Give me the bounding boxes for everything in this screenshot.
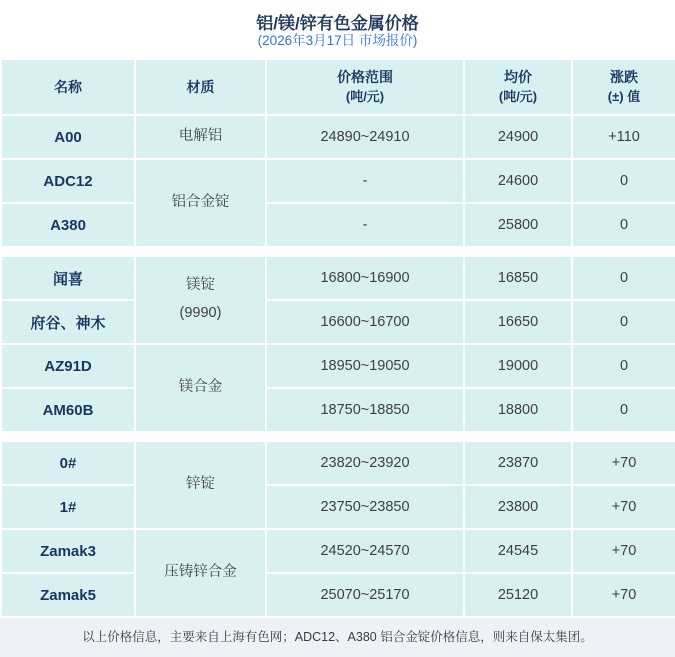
change-cell: 0 [572,344,675,388]
page-title: 铝/镁/锌有色金属价格 [256,14,419,33]
change-cell: 0 [572,203,675,247]
avg-price-cell: 24545 [464,529,572,573]
price-range-cell: 24520~24570 [266,529,464,573]
avg-price-cell: 19000 [464,344,572,388]
col-header-price-range [266,59,464,115]
avg-price-cell: 25120 [464,573,572,617]
name-cell: Zamak3 [1,529,135,573]
table-row [1,441,675,485]
price-range-cell: - [266,159,464,203]
change-cell: +70 [572,441,675,485]
avg-price-cell: 16650 [464,300,572,344]
price-range-cell: - [266,203,464,247]
table-row [1,115,675,159]
price-range-cell: 16800~16900 [266,256,464,300]
material-cell: 电解铝 [135,115,266,159]
name-cell: ADC12 [1,159,135,203]
name-cell: 1# [1,485,135,529]
col-header-name-label: 名称 [54,78,82,95]
table-row [1,203,675,247]
avg-price-cell: 16850 [464,256,572,300]
avg-price-cell: 24600 [464,159,572,203]
name-cell: A00 [1,115,135,159]
change-cell: +70 [572,573,675,617]
name-cell: Zamak5 [1,573,135,617]
col-header-change-unit: (±) 值 [607,88,641,104]
col-header-material-label: 材质 [186,78,215,95]
change-cell: 0 [572,159,675,203]
material-cell: 锌锭 [135,441,266,529]
col-header-avg-price-unit: (吨/元) [498,88,538,104]
material-label: 镁锭 [186,277,215,294]
report-date-subtitle: (2026年3月17日 市场报价) [257,33,418,48]
price-range-cell: 16600~16700 [266,300,464,344]
header-row [1,59,675,115]
avg-price-cell: 23800 [464,485,572,529]
name-cell: AM60B [1,388,135,432]
change-cell: +110 [572,115,675,159]
avg-price-cell: 24900 [464,115,572,159]
table-row [1,529,675,573]
change-cell: 0 [572,388,675,432]
table-row [1,300,675,344]
col-header-price-range-unit: (吨/元) [345,88,385,104]
section-divider [1,432,675,441]
col-header-material [135,59,266,115]
avg-price-cell: 25800 [464,203,572,247]
section-divider [1,247,675,256]
material-cell [135,256,266,344]
material-cell: 压铸锌合金 [135,529,266,617]
price-range-cell: 23820~23920 [266,441,464,485]
avg-price-cell: 18800 [464,388,572,432]
price-range-cell: 23750~23850 [266,485,464,529]
table-row [1,344,675,388]
col-header-avg-price [464,59,572,115]
change-cell: +70 [572,485,675,529]
name-cell: 0# [1,441,135,485]
name-cell: A380 [1,203,135,247]
table-row [1,256,675,300]
name-cell: AZ91D [1,344,135,388]
price-range-cell: 25070~25170 [266,573,464,617]
change-cell: +70 [572,529,675,573]
source-note: 以上价格信息，主要来自上海有色网；ADC12、A380 铝合金锭价格信息，则来自保太集团。 [0,618,675,657]
col-header-change-label: 涨跌 [610,69,638,86]
table-row [1,388,675,432]
col-header-name [1,59,135,115]
material-grade-label: (9990) [179,305,222,321]
price-range-cell: 24890~24910 [266,115,464,159]
avg-price-cell: 23870 [464,441,572,485]
price-range-cell: 18750~18850 [266,388,464,432]
material-cell: 镁合金 [135,344,266,432]
table-row [1,485,675,529]
name-cell: 闻喜 [1,256,135,300]
change-cell: 0 [572,300,675,344]
table-row [1,573,675,617]
col-header-change [572,59,675,115]
table-row [1,159,675,203]
col-header-price-range-label: 价格范围 [337,69,393,86]
name-cell: 府谷、神木 [1,300,135,344]
material-cell: 铝合金锭 [135,159,266,247]
change-cell: 0 [572,256,675,300]
price-range-cell: 18950~19050 [266,344,464,388]
price-table [0,58,675,618]
col-header-avg-price-label: 均价 [504,69,532,86]
